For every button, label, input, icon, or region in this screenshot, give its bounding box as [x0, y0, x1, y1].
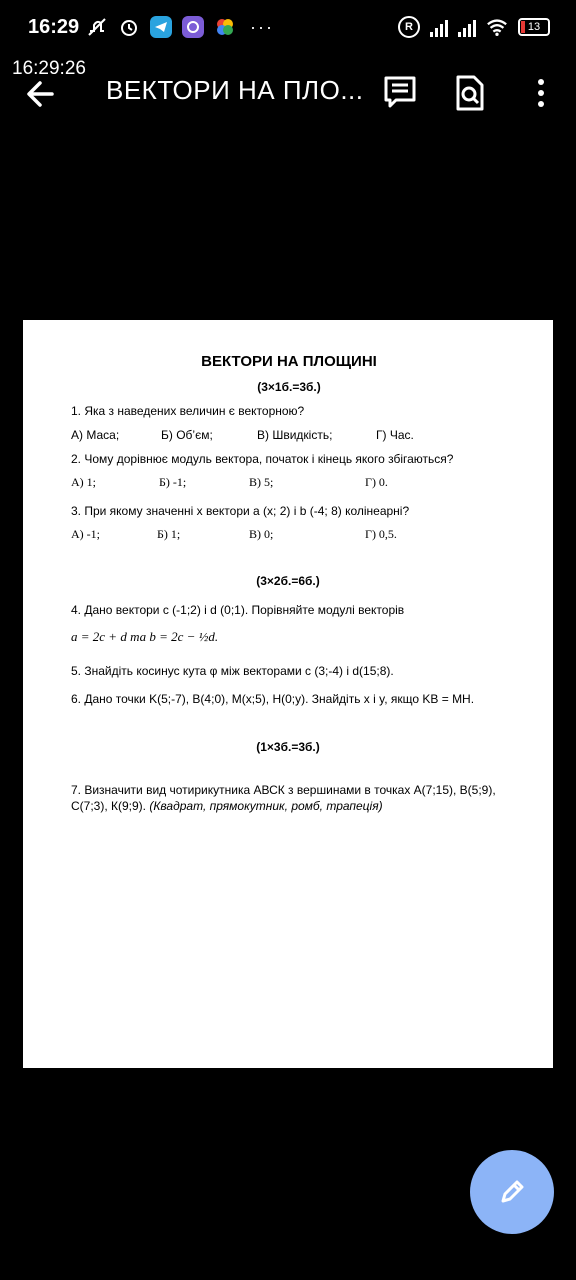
- question-2-options: [71, 475, 523, 491]
- battery-level: 13: [527, 21, 541, 33]
- option: В) Швидкість;: [257, 428, 333, 442]
- question-1: 1. Яка з наведених величин є векторною?: [71, 404, 305, 418]
- question-1-options: [71, 428, 523, 444]
- edit-fab-button[interactable]: [470, 1150, 554, 1234]
- signal-icon: [430, 17, 448, 37]
- document-title: ВЕКТОРИ НА ПЛО...: [106, 75, 364, 105]
- battery-icon: [518, 18, 550, 36]
- document-search-icon: [452, 74, 488, 112]
- doc-heading: ВЕКТОРИ НА ПЛОЩИНІ: [201, 353, 377, 370]
- alarm-icon: [118, 16, 140, 38]
- signal-icon-2: [458, 17, 476, 37]
- option: Б) 1;: [157, 527, 181, 541]
- document-page[interactable]: [23, 320, 553, 1068]
- question-7-text: 7. Визначити вид чотирикутника АВСК з вершинами в точках А(7;15), В(5;9), С(7;3), К(9;9).: [71, 783, 496, 813]
- section-score-2: (3×2б.=6б.): [256, 574, 320, 588]
- question-5: 5. Знайдіть косинус кута φ між векторами c (3;-4) і d(15;8).: [71, 664, 394, 678]
- section-score-1: (3×1б.=3б.): [257, 380, 321, 394]
- option: Г) 0,5.: [365, 527, 397, 541]
- option: Г) Час.: [376, 428, 414, 442]
- app-bar: [0, 66, 576, 122]
- question-4-formula: a = 2c + d та b = 2c − ½d.: [71, 629, 219, 644]
- telegram-icon: [150, 16, 172, 38]
- option: Г) 0.: [365, 475, 388, 489]
- option: А) -1;: [71, 527, 100, 541]
- more-notifications-icon: ···: [250, 16, 274, 37]
- comments-button[interactable]: [382, 74, 418, 112]
- back-arrow-icon: [22, 76, 62, 112]
- comment-icon: [382, 74, 418, 112]
- option: Б) Об’єм;: [161, 428, 213, 442]
- question-3-options: [71, 527, 523, 543]
- question-7: [71, 782, 523, 814]
- more-vert-icon: [523, 74, 559, 112]
- option: В) 5;: [249, 475, 274, 489]
- pencil-icon: [495, 1175, 529, 1209]
- question-3: 3. При якому значенні x вектори a (x; 2) і b (-4; 8) колінеарні?: [71, 504, 410, 518]
- option: В) 0;: [249, 527, 274, 541]
- mute-icon: [86, 16, 108, 38]
- overlay-clock: 16:29:26: [12, 58, 86, 79]
- question-6: 6. Дано точки K(5;-7), B(4;0), M(x;5), H(0;y). Знайдіть x і y, якщо KB = MH.: [71, 692, 475, 706]
- option: Б) -1;: [159, 475, 187, 489]
- overflow-menu-button[interactable]: [523, 74, 559, 112]
- section-score-3: (1×3б.=3б.): [256, 740, 320, 754]
- registered-icon: R: [398, 16, 420, 38]
- find-in-document-button[interactable]: [452, 74, 488, 112]
- option: А) 1;: [71, 475, 96, 489]
- status-time: 16:29: [28, 16, 80, 38]
- option: А) Маса;: [71, 428, 120, 442]
- status-bar: [0, 0, 576, 58]
- question-7-hint: (Квадрат, прямокутник, ромб, трапеція): [149, 799, 383, 813]
- question-2: 2. Чому дорівнює модуль вектора, початок і кінець якого збігаються?: [71, 452, 454, 466]
- viber-icon: [182, 16, 204, 38]
- wifi-icon: [486, 16, 508, 38]
- question-4: 4. Дано вектори c (-1;2) і d (0;1). Порівняйте модулі векторів: [71, 603, 405, 617]
- back-button[interactable]: [22, 76, 62, 112]
- photos-icon: [214, 16, 236, 38]
